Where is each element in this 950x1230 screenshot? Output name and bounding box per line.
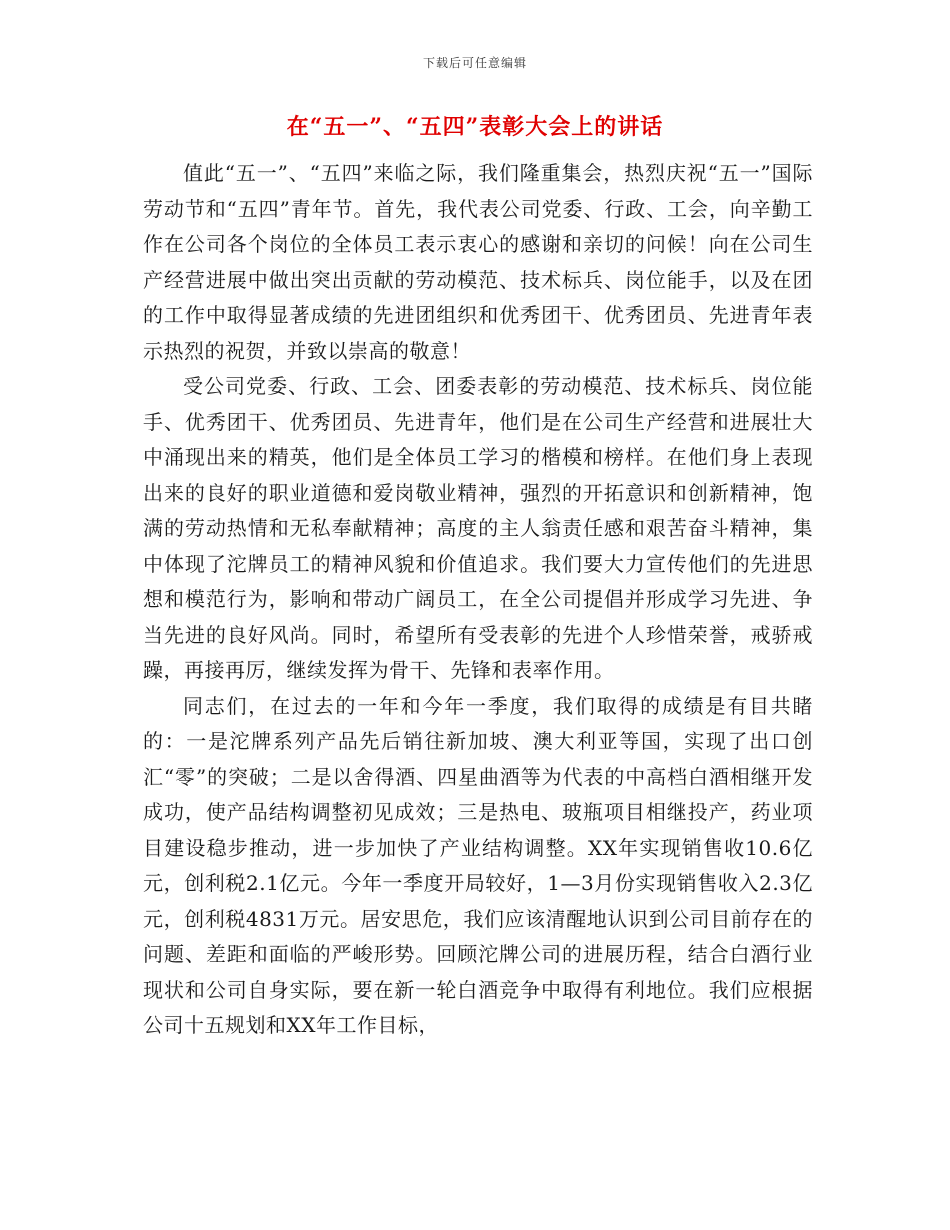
document-body — [143, 156, 813, 1044]
paragraph-2: 受公司党委、行政、工会、团委表彰的劳动模范、技术标兵、岗位能手、优秀团干、优秀团员、先进青年，他们是在公司生产经营和进展壮大中涌现出来的精英，他们是全体员工学习的楷模和榜样。在他们身上表现出来的良好的职业道德和爱岗敬业精神，强烈的开拓意识和创新精神，饱满的劳动热情和无私奉献精神；高度的主人翁责任感和艰苦奋斗精神，集中体现了沱牌员工的精神风貌和价值追求。我们要大力宣传他们的先进思想和模范行为，影响和带动广阔员工，在全公司提倡并形成学习先进、争当先进的良好风尚。同时，希望所有受表彰的先进个人珍惜荣誉，戒骄戒躁，再接再厉，继续发挥为骨干、先锋和表率作用。 — [143, 374, 813, 682]
paragraph-1: 值此“五一”、“五四”来临之际，我们隆重集会，热烈庆祝“五一”国际劳动节和“五四”青年节。首先，我代表公司党委、行政、工会，向辛勤工作在公司各个岗位的全体员工表示衷心的感谢和亲切的问候！向在公司生产经营进展中做出突出贡献的劳动模范、技术标兵、岗位能手，以及在团的工作中取得显著成绩的先进团组织和优秀团干、优秀团员、先进青年表示热烈的祝贺，并致以崇高的敬意！ — [143, 161, 813, 363]
header-note: 下载后可任意编辑 — [422, 56, 527, 70]
document-title: 在“五一”、“五四”表彰大会上的讲话 — [286, 114, 664, 140]
paragraph-3: 同志们，在过去的一年和今年一季度，我们取得的成绩是有目共睹的：一是沱牌系列产品先后销往新加坡、澳大利亚等国，实现了出口创汇“零”的突破；二是以舍得酒、四星曲酒等为代表的中高档白酒相继开发成功，使产品结构调整初见成效；三是热电、玻瓶项目相继投产，药业项目建设稳步推动，进一步加快了产业结构调整。XX年实现销售收10.6亿元，创利税2.1亿元。今年一季度开局较好，1—3月份实现销售收入2.3亿元，创利税4831万元。居安思危，我们应该清醒地认识到公司目前存在的问题、差距和面临的严峻形势。回顾沱牌公司的进展历程，结合白酒行业现状和公司自身实际，要在新一轮白酒竞争中取得有利地位。我们应根据公司十五规划和XX年工作目标， — [143, 693, 813, 1037]
